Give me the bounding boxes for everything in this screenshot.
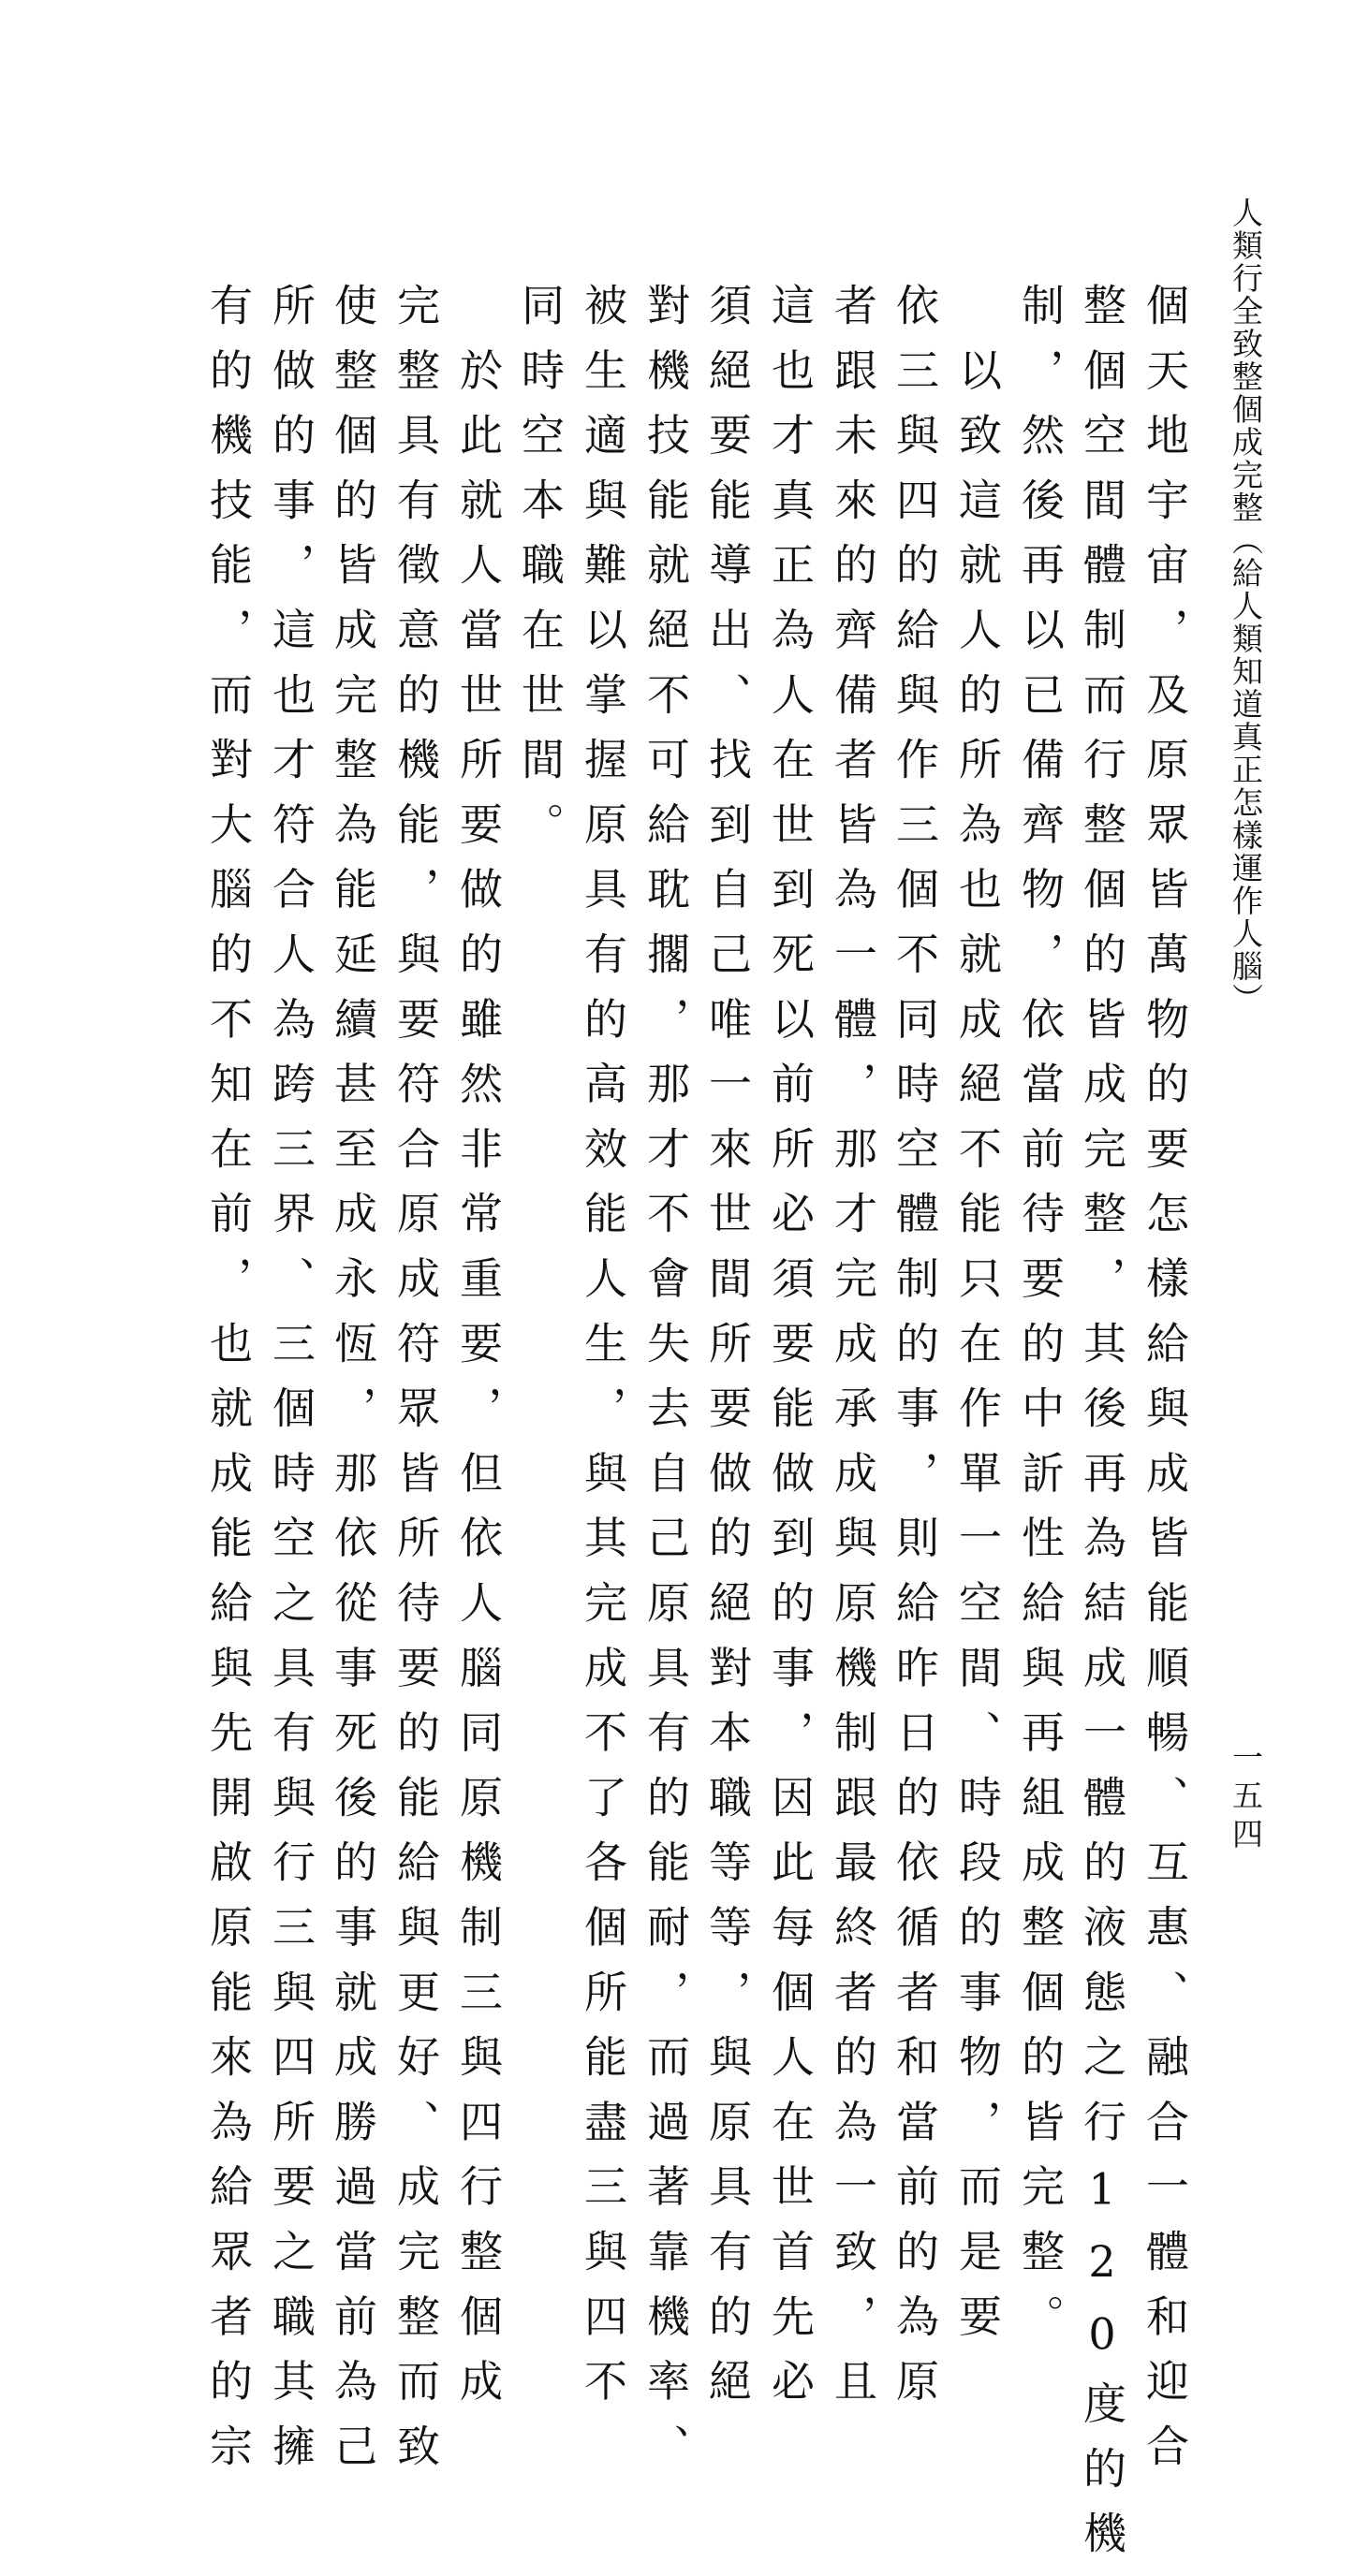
text-column-13: 完整具有徵意的機能，與要符合原成符眾皆所待要的能給與更好、成完整而致 (390, 283, 441, 2489)
text-column-10: 被生適與難以掌握原具有的高效能人生，與其完成不了各個所能盡三與四不 (578, 283, 628, 2423)
page-number: 一五四 (1228, 1741, 1264, 1856)
text-column-3: 制，然後再以已備齊物，依當前待要的中訢性給與再組成整個的皆完整。 (1015, 283, 1066, 2359)
text-column-6: 者跟未來的齊備者皆為一體，那才完成承成與原機制跟最終者的為一致，且 (828, 283, 878, 2423)
running-head: 人類行全致整個成完整（給人類知道真正怎樣運作人腦） (1228, 197, 1264, 1016)
text-column-4: 以致這就人的所為也就成絕不能只在作單一空間、時段的事物，而是要 (952, 283, 1003, 2359)
text-column-16: 有的機技能，而對大腦的不知在前，也就成能給與先開啟原能來為給眾者的宗 (203, 283, 254, 2489)
text-column-2: 整個空間體制而行整個的皆成完整，其後再為結成一體的液態之行120度的機 (1077, 283, 1127, 2576)
text-column-7: 這也才真正為人在世到死以前所必須要能做到的事，因此每個人在世首先必 (765, 283, 816, 2423)
text-column-15: 所做的事，這也才符合人為跨三界、三個時空之具有與行三與四所要之職其擁 (266, 283, 316, 2489)
text-column-11: 同時空本職在世間。 (515, 283, 566, 867)
text-column-8: 須絕要能導出、找到自己唯一來世間所要做的絕對本職等等，與原具有的絕 (702, 283, 753, 2423)
text-column-5: 依三與四的給與作三個不同時空體制的事，則給昨日的依循者和當前的為原 (890, 283, 940, 2423)
text-column-12: 於此就人當世所要做的雖然非常重要，但依人腦同原機制三與四行整個成 (453, 283, 504, 2423)
text-column-9: 對機技能就絕不可給耽擱，那才不會失去自己原具有的能耐，而過著靠機率、 (640, 283, 691, 2489)
text-column-14: 使整個的皆成完整為能延續甚至成永恆，那依從事死後的事就成勝過當前為己 (328, 283, 378, 2489)
text-column-1: 個天地宇宙，及原眾皆萬物的要怎樣給與成皆能順暢、互惠、融合一體和迎合 (1140, 283, 1190, 2489)
